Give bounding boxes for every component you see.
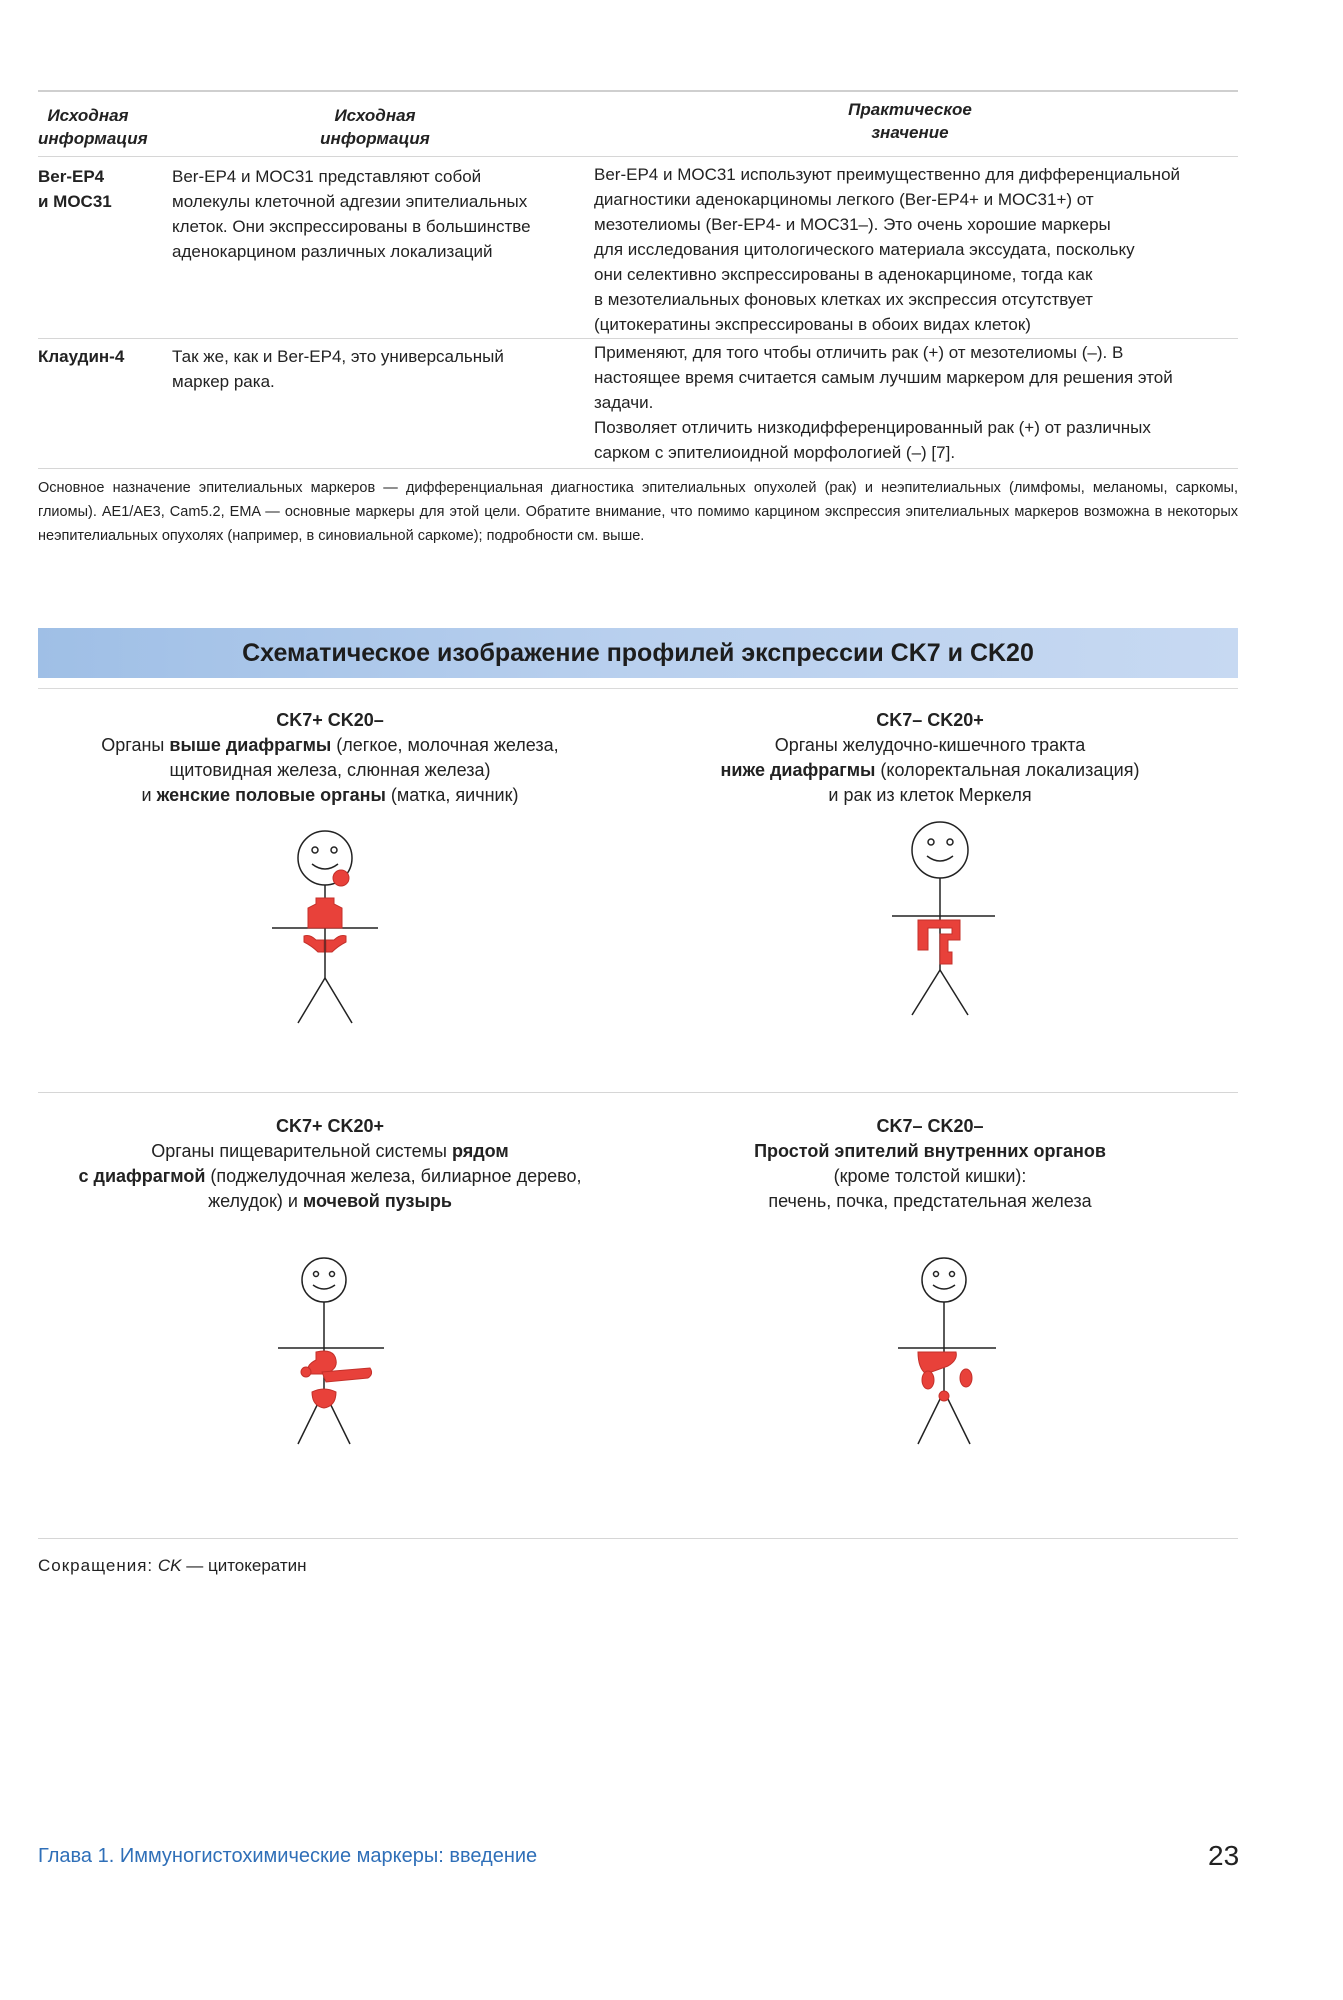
profile-text: Органы пищеварительной системы <box>151 1141 452 1161</box>
profile-ck7pos-ck20neg <box>60 708 600 808</box>
profile-text: желудок) и <box>208 1191 303 1211</box>
figure-above-diaphragm <box>270 828 390 1028</box>
profile-text: и <box>141 785 157 805</box>
row2-info: Так же, как и Ber-EP4, это универсальный маркер рака. <box>172 347 504 391</box>
abbreviations <box>38 1556 307 1576</box>
row2-practical: Применяют, для того чтобы отличить рак (+) от мезотелиомы (–). В настоящее время считается самым лучшим маркером для решения этой задачи. Позволяет отличить низкодифференцированный рак (+) от различных сарком с эпителиоидной морфологией (–) [7]. <box>594 343 1173 462</box>
figure-head <box>302 1258 346 1302</box>
table-header-col2: Исходная информация <box>320 106 430 148</box>
profile-text: (поджелудочная железа, билиарное дерево, <box>205 1166 582 1186</box>
profile-text-bold: с диафрагмой <box>78 1166 206 1186</box>
table-header-rule <box>38 156 1238 157</box>
table-header-col3: Практическое значение <box>848 100 972 142</box>
profile-text: (матка, яичник) <box>385 785 519 805</box>
row2-marker: Клаудин-4 <box>38 347 125 366</box>
profile-text: Органы желудочно-кишечного тракта <box>774 735 1086 755</box>
profile-text: (колоректальная локализация) <box>875 760 1140 780</box>
profile-text-bold: выше диафрагмы <box>169 735 332 755</box>
biliary-organ <box>301 1367 311 1377</box>
abbreviations-definition: — цитокератин <box>181 1556 307 1575</box>
table-header-col1: Исходная информация <box>38 106 148 148</box>
table-note: Основное назначение эпителиальных маркеров — дифференциальная диагностика эпителиальных опухолей (рак) и неэпителиальных (лимфомы, меланомы, саркомы, глиомы). AE1/AE3, Cam5.2, EMA — основные маркеры для этой цели. Обратите внимание, что помимо карцином экспрессия эпителиальных маркеров возможна в некоторых неэпителиальных опухолях (например, в синовиальной саркоме); подробности см. выше. <box>38 480 1238 544</box>
profile-ck7neg-ck20pos <box>660 708 1200 808</box>
profile-ck7pos-ck20pos <box>60 1114 600 1214</box>
section-bottom-rule <box>38 1538 1238 1539</box>
profile-text: (легкое, молочная железа, <box>331 735 559 755</box>
profile-text-bold: рядом <box>451 1141 509 1161</box>
page-number: 23 <box>1208 1840 1240 1871</box>
figure-head <box>912 822 968 878</box>
footer-chapter: Глава 1. Иммуногистохимические маркеры: введение <box>38 1845 538 1867</box>
table-top-rule <box>38 90 1238 92</box>
profile-text: и рак из клеток Меркеля <box>828 785 1032 805</box>
row1-info: Ber-EP4 и MOC31 представляют собой молекулы клеточной адгезии эпителиальных клеток. Они экспрессированы в большинстве аденокарцином различных локализаций <box>172 167 531 261</box>
thyroid-organ <box>333 870 349 886</box>
row1-marker: Ber-EP4 и MOC31 <box>38 167 112 211</box>
profile-title: CK7– CK20– <box>876 1116 984 1136</box>
figure-internal-organs <box>896 1256 1016 1456</box>
abbreviations-label: Сокращения: <box>38 1556 154 1575</box>
profile-title: CK7– CK20+ <box>876 710 984 730</box>
profile-text: (кроме толстой кишки): <box>833 1166 1027 1186</box>
section-title: Схематическое изображение профилей экспрессии CK7 и CK20 <box>242 638 1034 667</box>
bladder-organ <box>312 1389 336 1408</box>
profile-text: печень, почка, предстательная железа <box>768 1191 1092 1211</box>
kidney-left-organ <box>922 1371 934 1389</box>
kidney-right-organ <box>960 1369 972 1387</box>
figure-head <box>922 1258 966 1302</box>
profile-text-bold: Простой эпителий внутренних органов <box>754 1141 1106 1161</box>
profile-text-bold: ниже диафрагмы <box>720 760 876 780</box>
profile-title: CK7+ CK20– <box>276 710 384 730</box>
stomach-organ <box>308 1351 336 1374</box>
liver-organ <box>918 1352 956 1374</box>
profile-text: щитовидная железа, слюнная железа) <box>169 760 491 780</box>
section-banner <box>38 628 1238 678</box>
figure-near-diaphragm <box>276 1256 396 1456</box>
row1-practical: Ber-EP4 и MOC31 используют преимущественно для дифференциальной диагностики аденокарциномы легкого (Ber-EP4+ и MOC31+) от мезотелиомы (Ber-EP4- и MOC31–). Это очень хорошие маркеры для исследования цитологического материала экссудата, поскольку они селективно экспрессированы в аденокарциноме, тогда как в мезотелиальных фоновых клетках их экспрессия отсутствует (цитокератины экспрессированы в обоих видах клеток) <box>594 165 1181 334</box>
prostate-organ <box>939 1391 949 1401</box>
table-row-rule <box>38 338 1238 339</box>
table-bottom-rule <box>38 468 1238 469</box>
profile-text-bold: мочевой пузырь <box>302 1191 452 1211</box>
figure-below-diaphragm <box>890 820 1010 1020</box>
breast-organ <box>308 898 342 928</box>
profile-title: CK7+ CK20+ <box>275 1116 385 1136</box>
mid-rule <box>38 1092 1238 1093</box>
banner-under-rule <box>38 688 1238 689</box>
profile-text-bold: женские половые органы <box>156 785 386 805</box>
profile-text: Органы <box>101 735 170 755</box>
profile-ck7neg-ck20neg <box>660 1114 1200 1214</box>
colon-organ <box>918 920 960 964</box>
abbreviations-term: CK <box>157 1556 182 1575</box>
